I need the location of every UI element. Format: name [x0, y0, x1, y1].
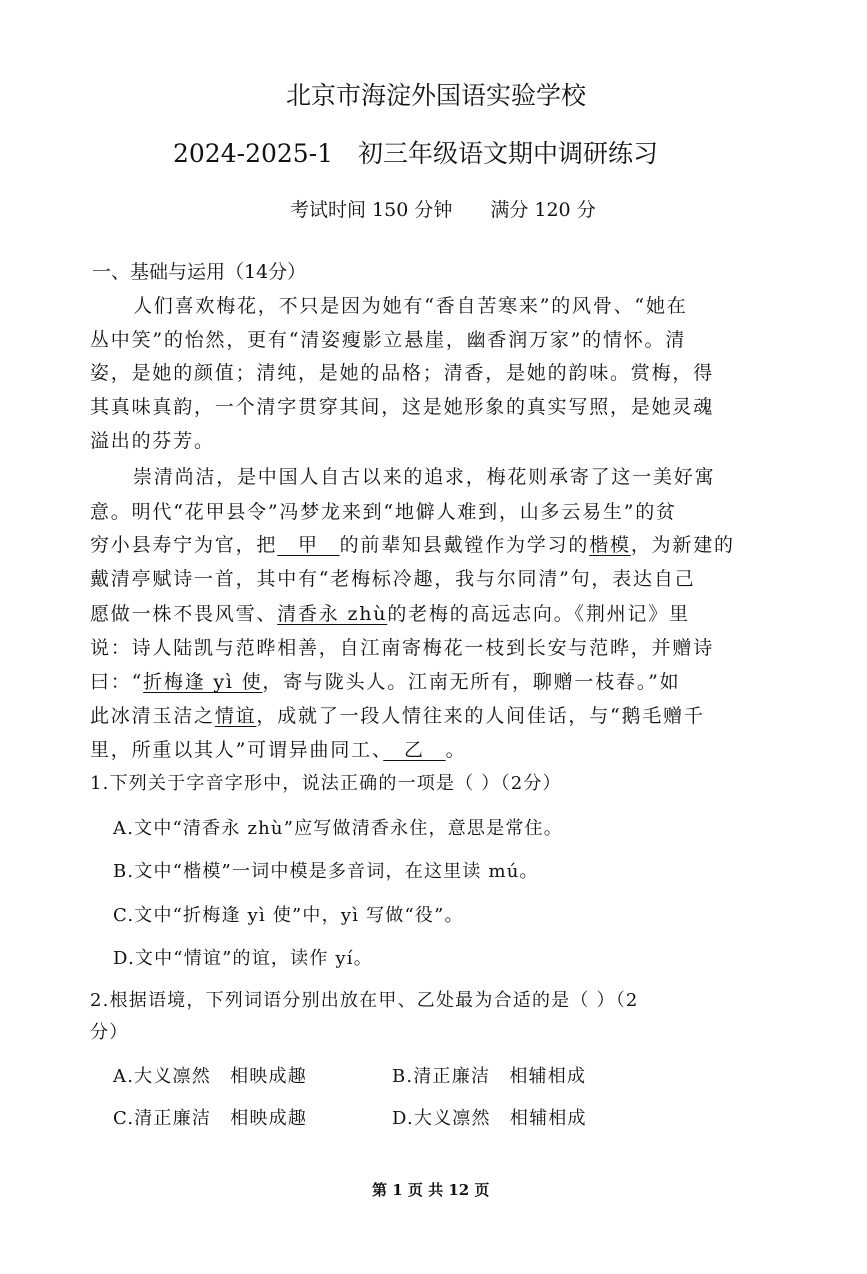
- question-1-stem: 1.下列关于字音字形中，说法正确的一项是（ ）（2分）: [90, 773, 562, 794]
- paragraph-line: [90, 667, 680, 694]
- text-segment: 。: [445, 739, 467, 761]
- paragraph-line: 人们喜欢梅花，不只是因为她有“香自苦寒来”的风骨、“她在: [133, 295, 688, 317]
- paragraph-line: 姿，是她的颜值；清纯，是她的品格；清香，是她的韵味。赏梅，得: [90, 362, 715, 384]
- text-segment: 愿做一株不畏风雪、: [90, 603, 278, 625]
- paragraph-line: [90, 735, 466, 762]
- paragraph-line: 崇清尚洁，是中国人自古以来的追求，梅花则承寄了这一美好寓: [133, 466, 716, 488]
- text-segment: 穷小县寿宁为官，把: [90, 534, 278, 556]
- exam-title: 2024-2025-1 初三年级语文期中调研练习: [173, 139, 659, 168]
- question-2-option: A.大义凛然 相映成趣: [113, 1066, 307, 1087]
- underlined-qingxiang: 清香永 zhù: [277, 603, 388, 625]
- question-1-option: D.文中“情谊”的谊，读作 yí。: [113, 948, 373, 969]
- paragraph-line: [90, 599, 690, 626]
- page-number: 第 1 页 共 12 页: [372, 1181, 490, 1199]
- question-1-option: C.文中“折梅逢 yì 使”中，yì 写做“役”。: [113, 905, 464, 926]
- text-segment: ，寄与陇头人。江南无所有，聊赠一枝春。”如: [262, 671, 681, 693]
- text-segment: ，为新建的: [630, 534, 735, 556]
- underlined-qingyi: 情谊: [214, 705, 257, 727]
- paragraph-line: 戴清亭赋诗一首，其中有“老梅标冷趣，我与尔同清”句，表达自己: [90, 568, 696, 590]
- paragraph-line: [90, 530, 735, 557]
- paragraph-line: 其真味真韵，一个清字贯穿其间，这是她形象的真实写照，是她灵魂: [90, 396, 715, 418]
- text-segment: 的前辈知县戴镗作为学习的: [339, 534, 590, 556]
- paragraph-line: 说：诗人陆凯与范晔相善，自江南寄梅花一枝到长安与范晔，并赠诗: [90, 637, 715, 659]
- blank-yi: 乙: [383, 739, 446, 761]
- question-2-stem: 2.根据语境，下列词语分别出放在甲、乙处最为合适的是（ ）（2: [90, 990, 639, 1011]
- question-2-stem-cont: 分）: [90, 1022, 129, 1043]
- text-segment: 此冰清玉洁之: [90, 705, 215, 727]
- school-name: 北京市海淀外国语实验学校: [286, 81, 587, 110]
- text-segment: 里，所重以其人”可谓异曲同工、: [90, 739, 384, 761]
- underlined-kaimo: 楷模: [589, 534, 631, 556]
- blank-jia: 甲: [277, 534, 340, 556]
- question-1-option: B.文中“楷模”一词中模是多音词，在这里读 mú。: [113, 861, 539, 882]
- question-2-option: B.清正廉洁 相辅相成: [392, 1066, 587, 1087]
- text-segment: 曰：“: [90, 671, 144, 693]
- paragraph-line: 溢出的芬芳。: [90, 430, 215, 452]
- question-2-option: D.大义凛然 相辅相成: [392, 1108, 587, 1129]
- underlined-zhemei: 折梅逢 yì 使: [143, 671, 263, 693]
- text-segment: ，成就了一段人情往来的人间佳话，与“鹅毛赠千: [256, 705, 705, 727]
- text-segment: 的老梅的高远志向。《荆州记》里: [387, 603, 690, 625]
- question-1-option: A.文中“清香永 zhù”应写做清香永住，意思是常住。: [113, 818, 563, 839]
- question-2-option: C.清正廉洁 相映成趣: [113, 1108, 308, 1129]
- paragraph-line: [90, 701, 705, 728]
- paragraph-line: 丛中笑”的怡然，更有“清姿瘦影立悬崖，幽香润万家”的情怀。清: [90, 329, 687, 351]
- paragraph-line: 意。明代“花甲县令”冯梦龙来到“地僻人难到，山多云易生”的贫: [90, 501, 677, 523]
- section-heading: 一、基础与运用（14分）: [92, 261, 307, 283]
- exam-info: 考试时间 150 分钟 满分 120 分: [290, 199, 596, 221]
